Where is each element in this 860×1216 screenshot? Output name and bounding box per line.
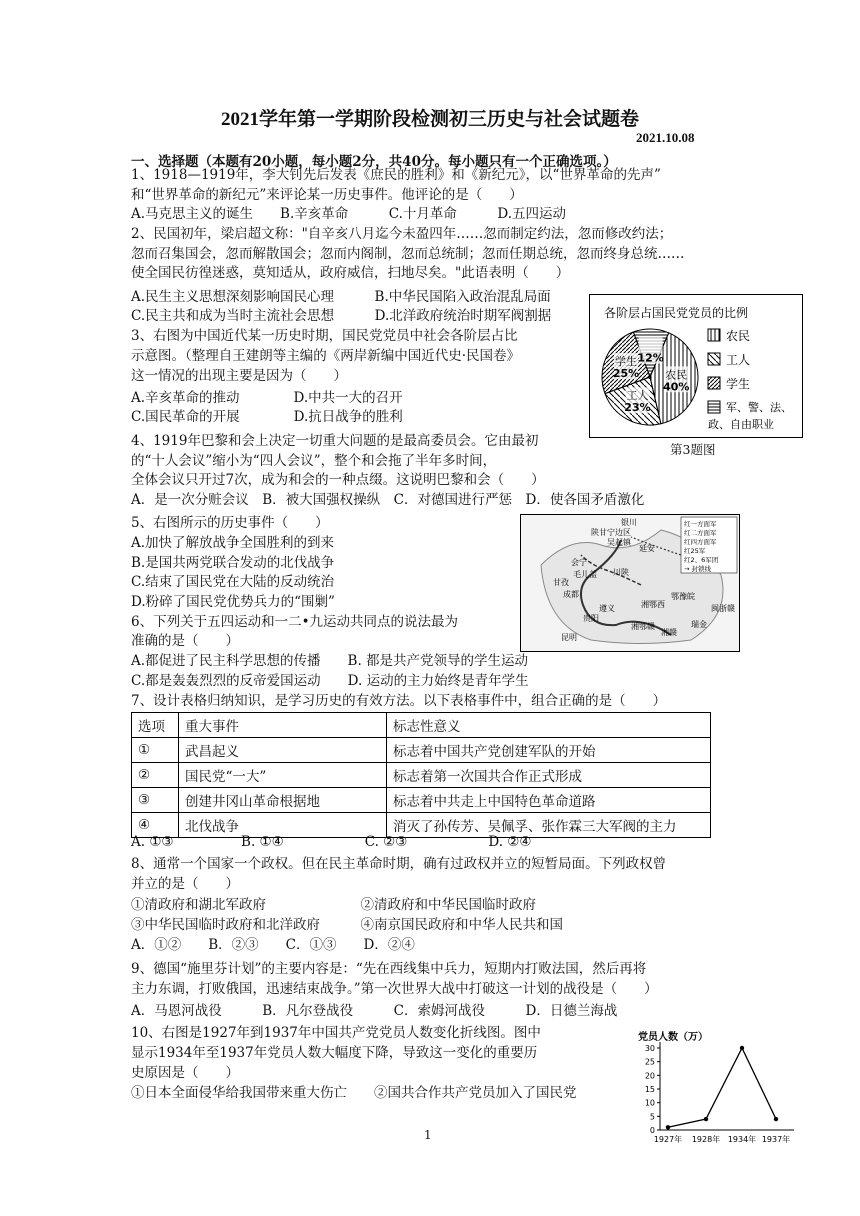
pie-slice-label: 工人: [626, 389, 649, 403]
question-line: A.加快了解放战争全国胜利的到来: [131, 535, 335, 551]
question-line: A.马克思主义的诞生 B.辛亥革命 C.十月革命 D.五四运动: [131, 206, 567, 222]
map-place-label: 湘鄂西: [641, 600, 665, 609]
map-legend-item: 红2、6军团: [684, 556, 719, 564]
legend-swatch: [708, 401, 720, 413]
y-tick-label: 20: [644, 1071, 655, 1081]
map-place-label: 会宁: [571, 558, 587, 567]
table-header: 选项: [132, 713, 179, 738]
pie-slice-label: 学生: [615, 354, 638, 368]
legend-label: 农民: [726, 329, 751, 343]
legend-swatch: [708, 353, 720, 365]
map-legend-item: → 封锁线: [684, 565, 712, 573]
question-line: B.是国共两党联合发动的北伐战争: [131, 555, 335, 571]
pie-slice-value: 40%: [663, 380, 690, 394]
page-title: 2021学年第一学期阶段检测初三历史与社会试题卷: [220, 109, 639, 130]
map-place-label: 鄂豫皖: [671, 592, 695, 601]
legend-swatch: [708, 329, 720, 341]
map-place-label: 陕甘宁边区: [591, 528, 631, 537]
table-row: [132, 788, 711, 813]
question-line: 准确的是（ ）: [131, 633, 239, 649]
x-tick-label: 1928年: [691, 1135, 721, 1144]
table-header: 标志性意义: [387, 713, 711, 738]
pie-title: 各阶层占国民党党员的比例: [604, 306, 749, 320]
table-cell: 消灭了孙传芳、吴佩孚、张作霖三大军阀的主力: [387, 813, 711, 838]
question-line: A.辛亥革命的推动 D.中共一大的召开: [131, 390, 403, 406]
map-place-label: 吴起镇: [607, 538, 631, 547]
question-line: 使全国民彷徨迷惑，莫知适从，政府威信，扫地尽矣。"此语表明（ ）: [131, 265, 570, 281]
map-legend-item: 红一方面军: [684, 520, 717, 528]
question-line: D.粉碎了国民党优势兵力的“围剿”: [131, 594, 335, 610]
x-tick-label: 1937年: [761, 1135, 791, 1144]
map-place-label: 湘鄂赣: [631, 622, 655, 631]
question-line: 示意图。（整理自王建朗等主编的《两岸新编中国近代史·民国卷》: [131, 348, 521, 364]
table-cell: 标志着第一次国共合作正式形成: [387, 763, 711, 788]
table-cell: ③: [132, 788, 179, 813]
question-line: 忽而召集国会，忽而解散国会；忽而内阁制，忽而总统制；忽而任期总统，忽而终身总统……: [131, 246, 685, 262]
long-march-map: [520, 514, 740, 652]
pie-figure: [589, 294, 803, 438]
table-header-row: [132, 713, 711, 738]
table-cell: ④: [132, 813, 179, 838]
y-tick-label: 30: [644, 1044, 655, 1053]
table-row: [132, 763, 711, 788]
question-line: 9、德国“施里芬计划”的主要内容是：“先在西线集中兵力，短期内打败法国，然后再将: [131, 961, 647, 977]
question-line: C.民主共和成为当时主流社会思想 D.北洋政府统治时期军阀割据: [131, 308, 552, 324]
question-line: C.结束了国民党在大陆的反动统治: [131, 574, 335, 590]
map-place-label: 遵义: [599, 604, 615, 613]
map-place-label: 闽浙赣: [711, 604, 735, 613]
map-place-label: 成都: [563, 590, 579, 599]
question-line: 5、右图所示的历史事件（ ）: [131, 515, 329, 531]
pie-slice-value: 12%: [637, 351, 664, 365]
pie-caption: 第3题图: [670, 442, 716, 457]
question-line: 和“世界革命的新纪元”来评论某一历史事件。他评论的是（ ）: [131, 187, 523, 203]
x-tick-label: 1934年: [727, 1135, 757, 1144]
legend-swatch: [708, 377, 720, 389]
table-cell: 国民党“一大”: [179, 763, 387, 788]
pie-chart-svg: [590, 295, 802, 437]
map-place-label: 昆明: [561, 633, 577, 642]
map-place-label: 延安: [639, 544, 655, 553]
question-line: 10、右图是1927年到1937年中国共产党党员人数变化折线图。图中: [131, 1025, 541, 1041]
question-line: C.都是轰轰烈烈的反帝爱国运动 D. 运动的主力始终是青年学生: [131, 673, 529, 689]
question-line: 主力东调，打败俄国，迅速结束战争。”第一次世界大战中打破这一计划的战役是（ ）: [131, 981, 658, 997]
question-line: 全体会议只开过7次，成为和会的一种点缀。这说明巴黎和会（ ）: [131, 472, 545, 488]
map-place-label: 瑞金: [691, 620, 707, 629]
table-row: [132, 738, 711, 763]
question-line: A．马恩河战役 B．凡尔登战役 C．索姆河战役 D．日德兰海战: [131, 1003, 618, 1019]
y-tick-label: 15: [644, 1085, 655, 1094]
line-chart-svg: [634, 1030, 804, 1148]
map-legend-item: 红25军: [684, 547, 706, 555]
question-line: 显示1934年至1937年党员人数大幅度下降，导致这一变化的重要历: [131, 1045, 538, 1061]
y-tick-label: 10: [644, 1098, 655, 1108]
data-point: [740, 1046, 744, 1050]
map-legend-item: 红二方面军: [684, 529, 717, 537]
question-line: ①清政府和湖北军政府 ②清政府和中华民国临时政府: [131, 897, 536, 913]
question-line: 的“十人会议”缩小为“四人会议”，整个和会拖了半年多时间，: [131, 453, 497, 469]
table-cell: 北伐战争: [179, 813, 387, 838]
table-header: 重大事件: [179, 713, 387, 738]
table-cell: ②: [132, 763, 179, 788]
y-tick-label: 25: [644, 1057, 655, 1067]
question-line: 4、1919年巴黎和会上决定一切重大问题的是最高委员会。它由最初: [131, 433, 539, 449]
table-cell: 创建井冈山革命根据地: [179, 788, 387, 813]
question-line: A．①② B．②③ C．①③ D．②④: [131, 937, 415, 953]
y-axis-label: 党员人数（万）: [638, 1032, 708, 1043]
question-line: 6、下列关于五四运动和一二•九运动共同点的说法最为: [131, 614, 459, 630]
question-line: A．是一次分赃会议 B．被大国强权操纵 C．对德国进行严惩 D．使各国矛盾激化: [131, 492, 645, 508]
question-line: A. ①③ B. ①④ C. ②③ D. ②④: [131, 834, 532, 850]
pie-slice-value: 25%: [612, 366, 640, 380]
question-line: C.国民革命的开展 D.抗日战争的胜利: [131, 409, 403, 425]
pie-slice-value: 23%: [624, 401, 651, 415]
map-place-label: 银川: [621, 518, 637, 527]
map-place-label: 毛儿盖: [573, 570, 597, 579]
table-cell: 标志着中共走上中国特色革命道路: [387, 788, 711, 813]
question-line: A.民生主义思想深刻影响国民心理 B.中华民国陷入政治混乱局面: [131, 289, 551, 305]
page-number: 1: [424, 1128, 432, 1142]
exam-date: 2021.10.08: [636, 130, 695, 145]
question-line: ①日本全面侵华给我国带来重大伤亡 ②国共合作共产党员加入了国民党: [131, 1085, 577, 1101]
map-place-label: 川陕: [613, 568, 629, 577]
legend-label: 工人: [726, 353, 751, 367]
map-legend-item: 红四方面军: [684, 538, 717, 546]
question-line: 史原因是（ ）: [131, 1065, 239, 1081]
series-line: [668, 1048, 776, 1127]
legend-label-cont: 政、自由职业: [708, 418, 774, 431]
question-line: 1、1918—1919年，李大钊先后发表《庶民的胜利》和《新纪元》，以“世界革命的先声”: [131, 167, 661, 183]
section-heading: 一、选择题（本题有20小题，每小题2分，共40分。每小题只有一个正确选项。）: [131, 154, 617, 170]
map-place-label: 湘赣: [661, 628, 677, 637]
x-tick-label: 1927年: [653, 1135, 683, 1144]
y-tick-label: 0: [649, 1126, 655, 1135]
data-point: [704, 1117, 708, 1121]
legend-label: 军、警、法、: [726, 401, 792, 414]
q7-table: [131, 712, 711, 838]
question-line: 并立的是（ ）: [131, 876, 239, 892]
question-line: 3、右图为中国近代某一历史时期，国民党党员中社会各阶层占比: [131, 328, 518, 344]
party-members-chart: [634, 1030, 804, 1148]
data-point: [774, 1117, 778, 1121]
data-point: [666, 1125, 670, 1129]
question-line: A.都促进了民主科学思想的传播 B. 都是共产党领导的学生运动: [131, 653, 529, 669]
question-line: 8、通常一个国家一个政权。但在民主革命时期，确有过政权并立的短暂局面。下列政权曾: [131, 856, 667, 872]
question-line: 这一情况的出现主要是因为（ ）: [131, 368, 347, 384]
map-svg: [521, 515, 739, 651]
table-cell: ①: [132, 738, 179, 763]
map-place-label: 甘孜: [553, 578, 569, 587]
legend-label: 学生: [726, 377, 751, 391]
table-cell: 武昌起义: [179, 738, 387, 763]
map-place-label: 贵阳: [583, 614, 599, 623]
table-cell: 标志着中国共产党创建军队的开始: [387, 738, 711, 763]
pie-slice-label: 农民: [665, 368, 688, 382]
question-line: 7、设计表格归纳知识，是学习历史的有效方法。以下表格事件中，组合正确的是（ ）: [131, 693, 667, 709]
question-line: ③中华民国临时政府和北洋政府 ④南京国民政府和中华人民共和国: [131, 917, 563, 933]
question-line: 2、民国初年，梁启超文称："自辛亥八月迄今未盈四年……忽而制定约法，忽而修改约法；: [131, 226, 673, 242]
y-tick-label: 5: [649, 1112, 655, 1122]
